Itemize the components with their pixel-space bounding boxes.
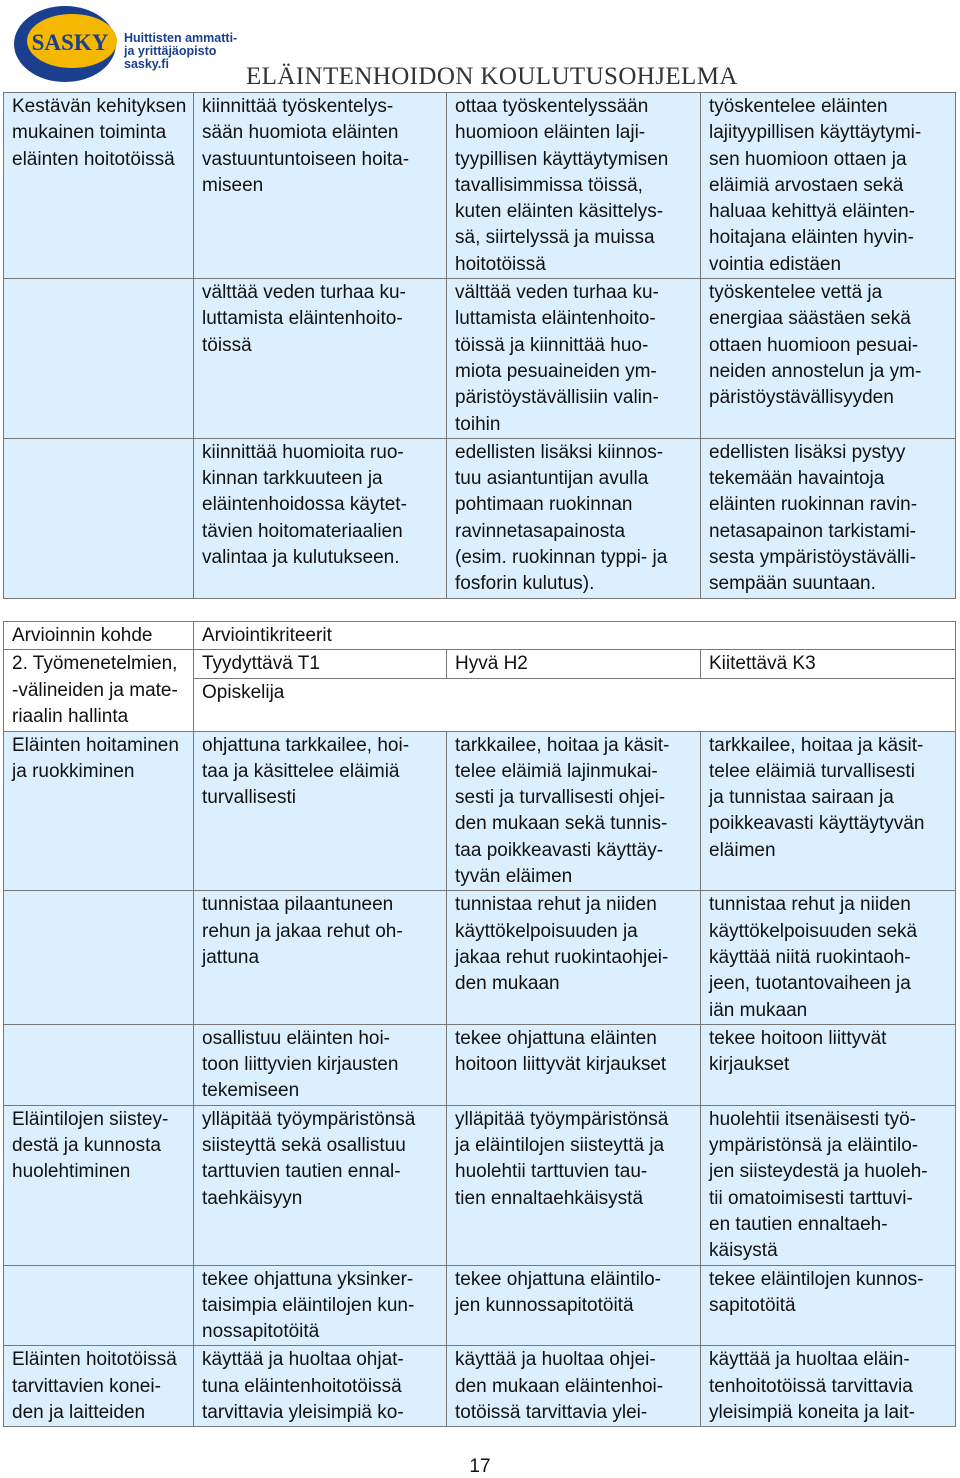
grade-header-row	[4, 650, 956, 678]
criteria-h2-cell: ylläpitää työympäristönsä ja eläintilojen siisteyttä ja huolehtii tarttuvien tau- tien ennaltaehkäisystä	[447, 1105, 701, 1265]
table-row	[4, 438, 956, 598]
svg-text:SASKY: SASKY	[31, 30, 109, 55]
criteria-h2-cell: käyttää ja huoltaa ohjei- den mukaan eläintenhoi- totöissä tarvittavia ylei-	[447, 1346, 701, 1427]
page-number: 17	[469, 1456, 491, 1477]
criteria-k3-cell: tunnistaa rehut ja niiden käyttökelpoisuuden sekä käyttää niitä ruokintaoh- jeen, tuotantovaiheen ja iän mukaan	[701, 891, 956, 1024]
criteria-k3-cell: huolehtii itsenäisesti työ- ympäristönsä ja eläintilo- jen siisteydestä ja huoleh- tii omatoimisesti tarttuvi- en tautien ennaltaeh- käisystä	[701, 1105, 956, 1265]
criteria-table-methods	[3, 621, 956, 1427]
criteria-t1-cell: kiinnittää huomioita ruo- kinnan tarkkuuteen ja eläintenhoidossa käytet- tävien hoitomateriaalien valintaa ja kulutukseen.	[194, 438, 447, 598]
table-row	[4, 93, 956, 279]
assessment-target-cell	[4, 891, 194, 1024]
svg-text:Huittisten ammatti-: Huittisten ammatti-	[124, 31, 238, 45]
grade-h2-label: Hyvä H2	[447, 650, 701, 678]
assessment-target-cell	[4, 279, 194, 439]
criteria-t1-cell: tunnistaa pilaantuneen rehun ja jakaa rehut oh- jattuna	[194, 891, 447, 1024]
criteria-h2-cell: tarkkailee, hoitaa ja käsit- telee eläimiä lajinmukai- sesti ja turvallisesti ohjei- den mukaan sekä tunnis- taa poikkeavasti käyttäy- tyvän eläimen	[447, 731, 701, 891]
table-row	[4, 731, 956, 891]
assessment-target-cell	[4, 1265, 194, 1346]
assessment-target-cell: Kestävän kehityksen mukainen toiminta eläinten hoitotöissä	[4, 93, 194, 279]
table-header-row	[4, 622, 956, 650]
criteria-t1-cell: välttää veden turhaa ku- luttamista eläintenhoito- töissä	[194, 279, 447, 439]
criteria-h2-cell: tekee ohjattuna eläinten hoitoon liittyvät kirjaukset	[447, 1024, 701, 1105]
criteria-table-sustainability	[3, 92, 956, 599]
criteria-h2-cell: edellisten lisäksi kiinnos- tuu asiantuntijan avulla pohtimaan ruokinnan ravinnetasapainosta (esim. ruokinnan typpi- ja fosforin kulutus).	[447, 438, 701, 598]
grade-t1-label: Tyydyttävä T1	[194, 650, 447, 678]
svg-text:ja yrittäjäopisto: ja yrittäjäopisto	[124, 44, 217, 58]
grade-k3-label: Kiitettävä K3	[701, 650, 956, 678]
section-title: 2. Työmenetelmien, -välineiden ja mate- riaalin hallinta	[4, 650, 194, 731]
criteria-t1-cell: ylläpitää työympäristönsä siisteyttä sekä osallistuu tarttuvien tautien ennal- taehkäisyyn	[194, 1105, 447, 1265]
criteria-k3-cell: käyttää ja huoltaa eläin- tenhoitotöissä tarvittavia yleisimpiä koneita ja lait-	[701, 1346, 956, 1427]
table-row	[4, 891, 956, 1024]
assessment-target-cell	[4, 438, 194, 598]
header-assessment-target: Arvioinnin kohde	[4, 622, 194, 650]
assessment-target-cell: Eläinten hoitotöissä tarvittavien konei- den ja laitteiden	[4, 1346, 194, 1427]
svg-text:sasky.fi: sasky.fi	[124, 57, 169, 71]
document-title: ELÄINTENHOIDON KOULUTUSOHJELMA	[246, 63, 738, 90]
assessment-target-cell: Eläintilojen siistey- destä ja kunnosta huolehtiminen	[4, 1105, 194, 1265]
criteria-t1-cell: kiinnittää työskentelys- sään huomiota eläinten vastuuntuntoiseen hoita- miseen	[194, 93, 447, 279]
criteria-h2-cell: tunnistaa rehut ja niiden käyttökelpoisuuden ja jakaa rehut ruokintaohjei- den mukaan	[447, 891, 701, 1024]
table-row	[4, 1346, 956, 1427]
criteria-h2-cell: tekee ohjattuna eläintilo- jen kunnossapitotöitä	[447, 1265, 701, 1346]
table-row	[4, 1105, 956, 1265]
table-row	[4, 1024, 956, 1105]
criteria-h2-cell: välttää veden turhaa ku- luttamista eläintenhoito- töissä ja kiinnittää huo- miota pesuaineiden ym- päristöystävällisiin valin- toihin	[447, 279, 701, 439]
criteria-t1-cell: osallistuu eläinten hoi- toon liittyvien kirjausten tekemiseen	[194, 1024, 447, 1105]
criteria-t1-cell: käyttää ja huoltaa ohjat- tuna eläintenhoitotöissä tarvittavia yleisimpiä ko-	[194, 1346, 447, 1427]
table-row	[4, 279, 956, 439]
criteria-k3-cell: työskentelee eläinten lajityypillisen käyttäytymi- sen huomioon ottaen ja eläimiä arvostaen sekä haluaa kehittyä eläinten- hoitajana eläinten hyvin- vointia edistäen	[701, 93, 956, 279]
criteria-t1-cell: ohjattuna tarkkailee, hoi- taa ja käsittelee eläimiä turvallisesti	[194, 731, 447, 891]
assessment-target-cell: Eläinten hoitaminen ja ruokkiminen	[4, 731, 194, 891]
criteria-k3-cell: tarkkailee, hoitaa ja käsit- telee eläimiä turvallisesti ja tunnistaa sairaan ja poikkeavasti käyttäytyvän eläimen	[701, 731, 956, 891]
assessment-target-cell	[4, 1024, 194, 1105]
criteria-t1-cell: tekee ohjattuna yksinker- taisimpia eläintilojen kun- nossapitotöitä	[194, 1265, 447, 1346]
criteria-k3-cell: työskentelee vettä ja energiaa säästäen sekä ottaen huomioon pesuai- neiden annostelun ja ym- päristöystävällisyyden	[701, 279, 956, 439]
header-criteria: Arviointikriteerit	[194, 622, 956, 650]
table-row	[4, 1265, 956, 1346]
criteria-h2-cell: ottaa työskentelyssään huomioon eläinten laji- tyypillisen käyttäytymisen tavallisimmissa töissä, kuten eläinten käsittelys- sä, siirtelyssä ja muissa hoitotöissä	[447, 93, 701, 279]
student-label: Opiskelija	[194, 678, 956, 731]
criteria-k3-cell: tekee eläintilojen kunnos- sapitotöitä	[701, 1265, 956, 1346]
sasky-logo	[12, 4, 252, 84]
criteria-k3-cell: tekee hoitoon liittyvät kirjaukset	[701, 1024, 956, 1105]
criteria-k3-cell: edellisten lisäksi pystyy tekemään havaintoja eläinten ruokinnan ravin- netasapainon tarkistami- sesta ympäristöystävälli- sempään suuntaan.	[701, 438, 956, 598]
